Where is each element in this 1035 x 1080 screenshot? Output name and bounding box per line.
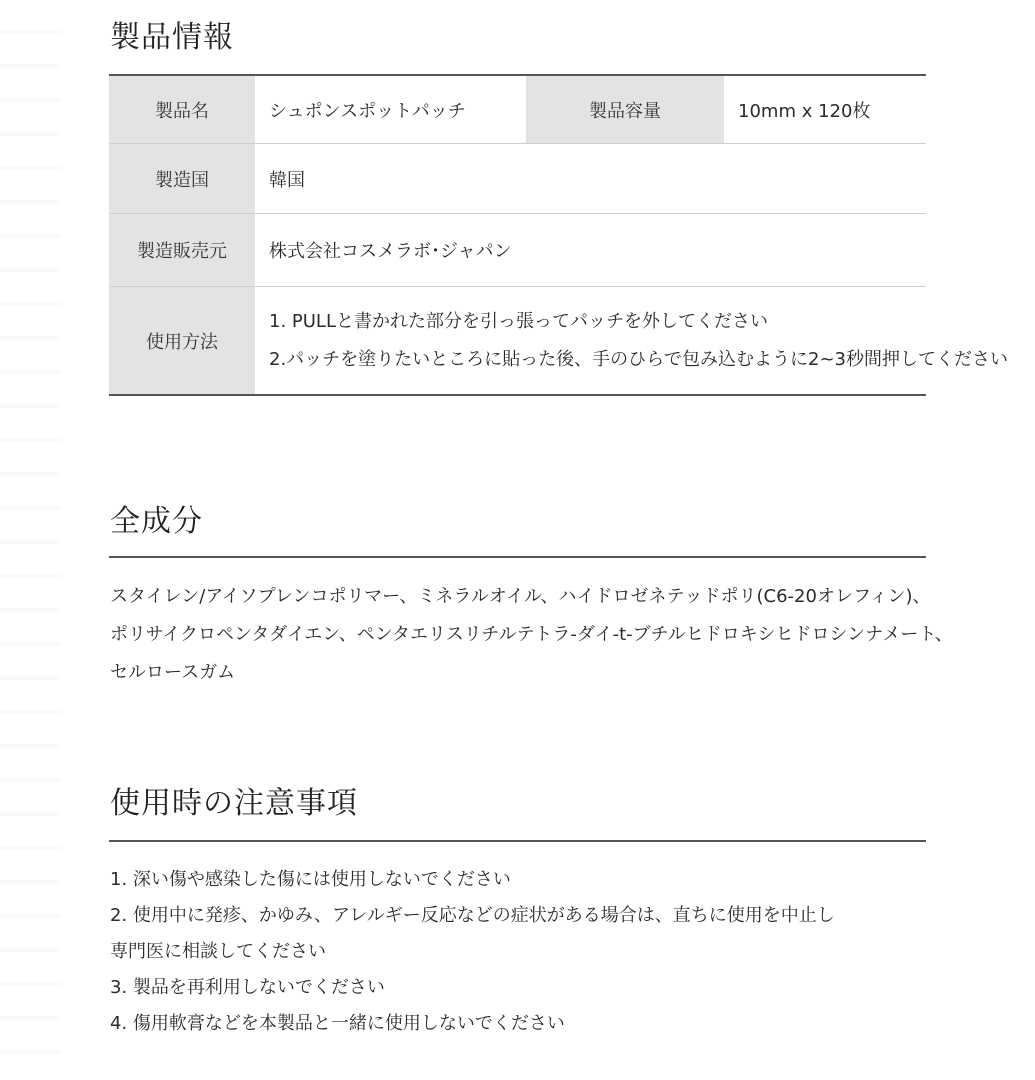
table-row (109, 144, 926, 214)
caution-line: 2. 使用中に発疹、かゆみ、アレルギー反応などの症状がある場合は、直ちに使用を中止し (110, 905, 835, 926)
cautions-divider (109, 840, 926, 842)
capacity-value: 10mm x 120枚 (724, 75, 926, 144)
table-row (109, 214, 926, 287)
ingredients-title: 全成分 (110, 504, 203, 539)
seller-value: 株式会社コスメラボ･ジャパン (255, 214, 926, 287)
table-row (109, 75, 926, 144)
cautions-title: 使用時の注意事項 (110, 786, 358, 821)
country-label: 製造国 (109, 144, 255, 214)
ingredients-divider (109, 556, 926, 558)
seller-label: 製造販売元 (109, 214, 255, 287)
caution-line: 4. 傷用軟膏などを本製品と一緒に使用しないでください (110, 1013, 565, 1034)
cautions-text (110, 862, 835, 1042)
ingredients-line: スタイレン/アイソプレンコポリマー、ミネラルオイル、ハイドロゼネテッドポリ(C6-20オレフィン)、 (110, 586, 931, 607)
caution-line: 3. 製品を再利用しないでください (110, 977, 385, 998)
capacity-label: 製品容量 (526, 75, 724, 144)
usage-step-1: 1. PULLと書かれた部分を引っ張ってパッチを外してください (269, 310, 768, 332)
product-info-table (109, 74, 1008, 396)
usage-value (255, 287, 1008, 396)
caution-line: 専門医に相談してください (110, 941, 326, 962)
ingredients-text (110, 578, 953, 692)
country-value: 韓国 (255, 144, 926, 214)
table-row (109, 287, 926, 396)
product-name-value: シュポンスポットパッチ (255, 75, 526, 144)
usage-step-2: 2.パッチを塗りたいところに貼った後、手のひらで包み込むように2~3秒間押してください (269, 348, 1008, 370)
left-edge-strip (0, 0, 62, 1080)
product-name-label: 製品名 (109, 75, 255, 144)
caution-line: 1. 深い傷や感染した傷には使用しないでください (110, 869, 511, 890)
ingredients-line: セルロースガム (110, 662, 236, 683)
product-info-title: 製品情報 (110, 20, 234, 55)
ingredients-line: ポリサイクロペンタダイエン、ペンタエリスリチルテトラ-ダイ-t-ブチルヒドロキシヒドロシンナメート、 (110, 624, 953, 645)
usage-label: 使用方法 (109, 287, 255, 396)
